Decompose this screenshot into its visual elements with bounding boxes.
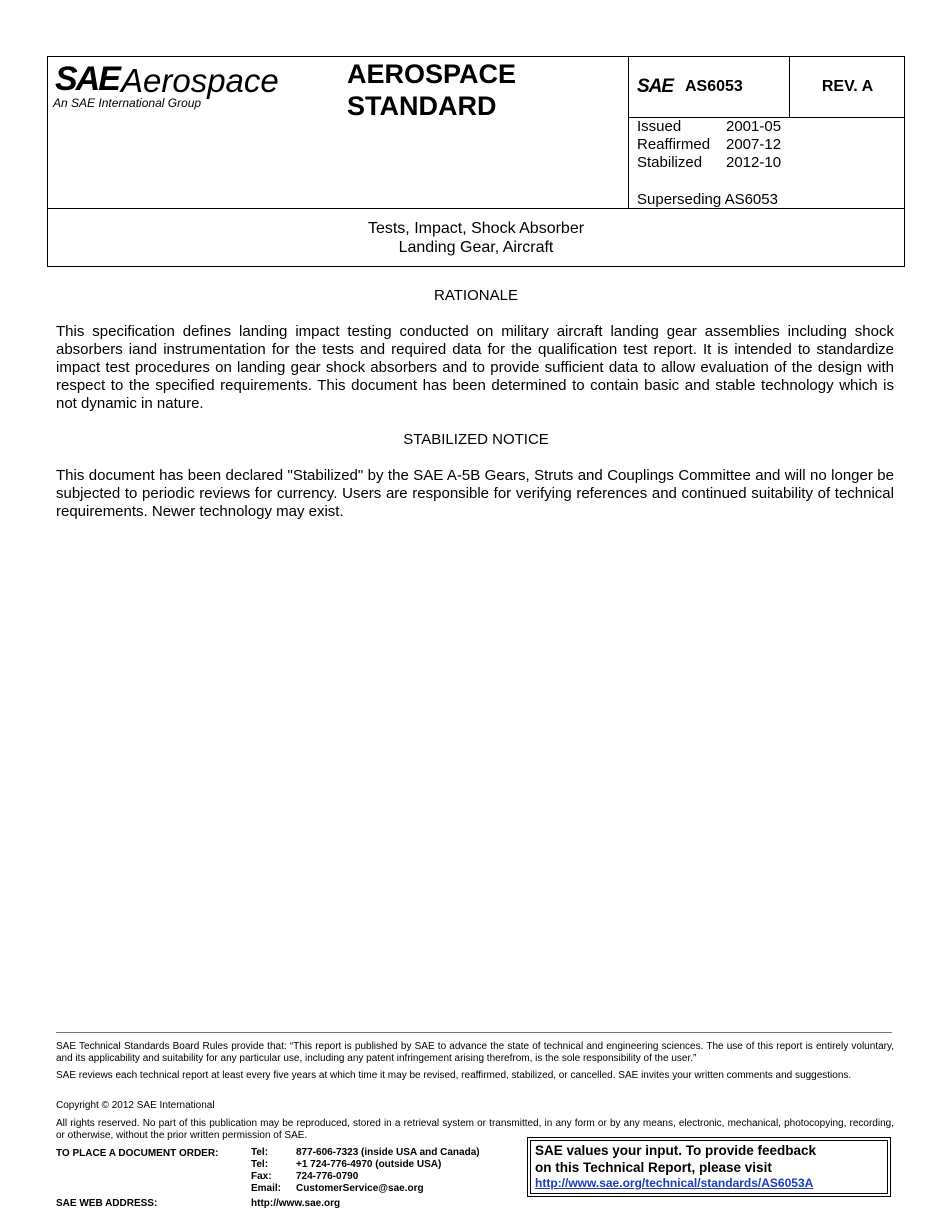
feedback-line: SAE values your input. To provide feedback (535, 1143, 817, 1158)
contact-key: Fax: (251, 1171, 272, 1182)
order-label: TO PLACE A DOCUMENT ORDER: (56, 1148, 219, 1159)
contact-value: +1 724-776-4970 (outside USA) (296, 1159, 442, 1170)
sae-small-logo: SAE (637, 76, 674, 97)
revision-label: REV. A (821, 78, 874, 95)
contact-key: Tel: (251, 1147, 269, 1158)
header-divider (47, 208, 905, 209)
date-label: Issued (637, 118, 682, 135)
contact-key: Tel: (251, 1159, 269, 1170)
date-row (637, 136, 781, 154)
document-type-line: STANDARD (347, 91, 497, 121)
logo-subtitle: An SAE International Group (53, 96, 202, 110)
date-value: 2012-10 (726, 154, 782, 171)
contact-row (251, 1183, 480, 1195)
stabilized-paragraph: This document has been declared "Stabilized" by the SAE A-5B Gears, Struts and Couplings Committee and will no longer be subjected to periodic reviews for currency. Users are responsible for verifying references and continued suitability of technical requirements. Newer technology may exist. (56, 467, 894, 520)
contact-row (251, 1147, 480, 1159)
feedback-link[interactable]: http://www.sae.org/technical/standards/AS6053A (535, 1176, 814, 1190)
contact-row (251, 1159, 480, 1171)
rights-notice: All rights reserved. No part of this publication may be reproduced, stored in a retrieval system or transmitted, in any form or by any means, electronic, mechanical, photocopying, recording, or otherwise, without the prior written permission of SAE. (56, 1118, 894, 1141)
date-label: Reaffirmed (637, 136, 711, 153)
copyright: Copyright © 2012 SAE International (56, 1100, 215, 1111)
date-label: Stabilized (637, 154, 703, 171)
feedback-line: on this Technical Report, please visit (535, 1160, 772, 1175)
contact-email[interactable]: CustomerService@sae.org (296, 1183, 424, 1194)
review-notice: SAE reviews each technical report at least every five years at which time it may be revised, reaffirmed, stabilized, or cancelled. SAE invites your written comments and suggestions. (56, 1070, 852, 1081)
footer-rule (56, 1032, 892, 1033)
header-divider (628, 56, 629, 209)
title-line: Tests, Impact, Shock Absorber (367, 220, 585, 237)
feedback-text (535, 1142, 816, 1176)
contact-value: 877-606-7323 (inside USA and Canada) (296, 1147, 480, 1158)
contact-key: Email: (251, 1183, 282, 1194)
superseding-note: Superseding AS6053 (637, 191, 778, 208)
sae-logo-mark: SAE (55, 60, 119, 98)
date-value: 2007-12 (726, 136, 782, 153)
rules-notice: SAE Technical Standards Board Rules provide that: “This report is published by SAE to advance the state of technical and engineering sciences. The use of this report is entirely voluntary, and its applicability and suitability for any particular use, including any patent infringement arising therefrom, is the sole responsibility of the user.” (56, 1041, 894, 1064)
document-type (347, 58, 516, 122)
web-address-link[interactable]: http://www.sae.org (251, 1198, 341, 1209)
contact-row (251, 1171, 480, 1183)
date-value: 2001-05 (726, 118, 782, 135)
rationale-heading: RATIONALE (434, 287, 518, 304)
document-title (47, 219, 905, 257)
contact-value: 724-776-0790 (296, 1171, 359, 1182)
contact-list (251, 1147, 480, 1195)
stabilized-heading: STABILIZED NOTICE (403, 431, 549, 448)
web-address-label: SAE WEB ADDRESS: (56, 1198, 158, 1209)
document-type-line: AEROSPACE (347, 59, 517, 89)
date-row (637, 154, 781, 172)
rationale-paragraph: This specification defines landing impact testing conducted on military aircraft landing gear assemblies including shock absorbers iand instrumentation for the tests and required data for the qualification test report. It is intended to standardize impact test procedures on landing gear shock absorbers and to provide sufficient data to allow evaluation of the design with respect to the specified requirements. This document has been determined to contain basic and stable technology which is not dynamic in nature. (56, 323, 894, 412)
aerospace-logo-text: Aerospace (121, 62, 279, 99)
date-row (637, 118, 781, 136)
title-line: Landing Gear, Aircraft (398, 239, 554, 256)
date-list (637, 118, 781, 172)
document-number: AS6053 (685, 78, 743, 95)
